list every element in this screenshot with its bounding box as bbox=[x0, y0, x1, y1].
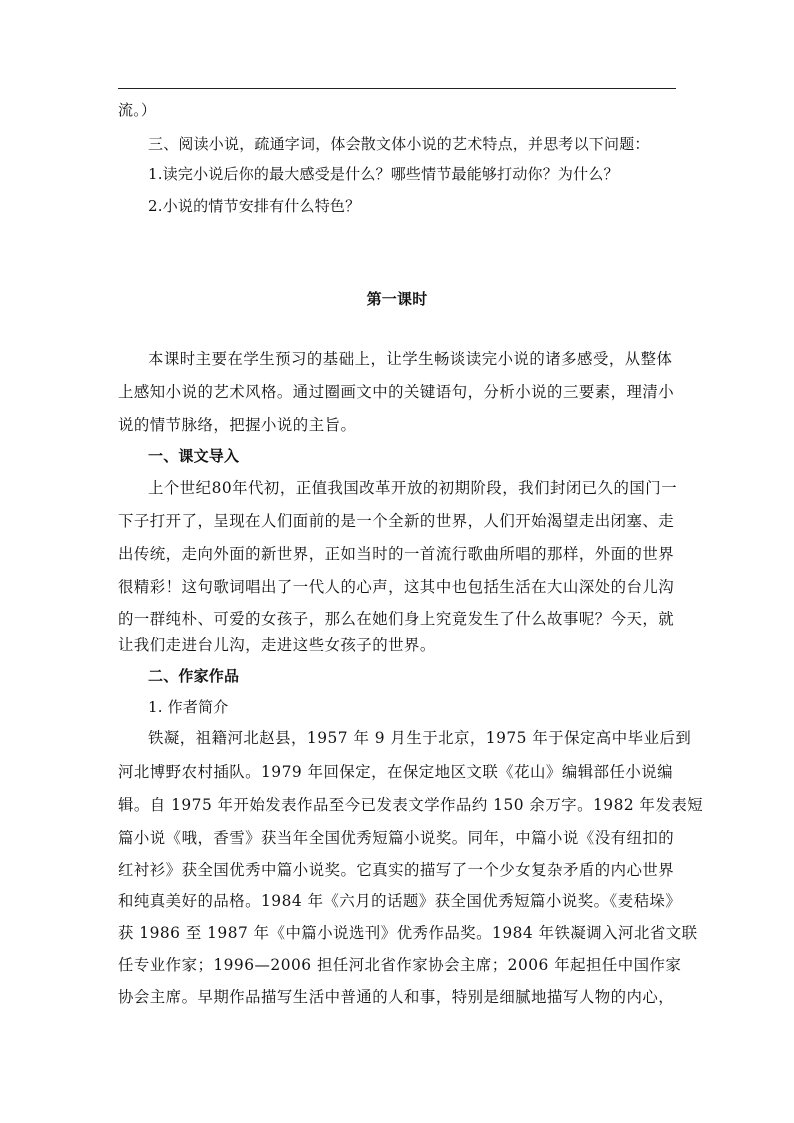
section-one-line: 出传统，走向外面的新世界，正如当时的一首流行歌曲所唱的那样，外面的世界 bbox=[118, 545, 675, 563]
author-text-line: 任专业作家；1996—2006 担任河北省作家协会主席；2006 年起担任中国作家 bbox=[118, 956, 682, 974]
section-one-heading: 一、课文导入 bbox=[148, 447, 240, 465]
header-rule bbox=[118, 88, 676, 89]
question-2: 2.小说的情节安排有什么特色？ bbox=[148, 197, 361, 215]
top-continuation: 流。） bbox=[118, 101, 157, 119]
section-one-line: 下子打开了，呈现在人们面前的是一个全新的世界，人们开始渴望走出闭塞、走 bbox=[118, 512, 675, 530]
task-three: 三、阅读小说，疏通字词，体会散文体小说的艺术特点，并思考以下问题： bbox=[148, 135, 650, 153]
author-text-line: 和纯真美好的品格。1984 年《六月的话题》获全国优秀短篇小说奖。《麦秸垛》 bbox=[118, 892, 682, 910]
author-text-line: 协会主席。早期作品描写生活中普通的人和事，特别是细腻地描写人物的内心， bbox=[118, 988, 675, 1006]
lesson-intro-line: 说的情节脉络，把握小说的主旨。 bbox=[118, 416, 357, 434]
lesson-intro-line: 本课时主要在学生预习的基础上，让学生畅谈读完小说的诸多感受，从整体 bbox=[148, 350, 673, 368]
lesson-title: 第一课时 bbox=[366, 290, 428, 308]
author-text-line: 辑。自 1975 年开始发表作品至今已发表文学作品约 150 余万字。1982 年发表短 bbox=[118, 796, 704, 814]
section-one-line: 很精彩！这句歌词唱出了一代人的心声，这其中也包括生活在大山深处的台儿沟 bbox=[118, 578, 675, 596]
author-text-line: 获 1986 至 1987 年《中篇小说选刊》优秀作品奖。1984 年铁凝调入河北省文联 bbox=[118, 924, 698, 942]
section-one-line: 让我们走进台儿沟，走进这些女孩子的世界。 bbox=[118, 636, 436, 654]
section-two-heading: 二、作家作品 bbox=[148, 667, 240, 685]
author-text-line: 河北博野农村插队。1979 年回保定，在保定地区文联《花山》编辑部任小说编 bbox=[118, 763, 674, 781]
question-1: 1.读完小说后你的最大感受是什么？哪些情节最能够打动你？为什么？ bbox=[148, 165, 619, 183]
subsection-heading: 1. 作者简介 bbox=[148, 698, 229, 716]
author-text-line: 铁凝，祖籍河北赵县，1957 年 9 月生于北京，1975 年于保定高中毕业后到 bbox=[148, 729, 692, 747]
lesson-intro-line: 上感知小说的艺术风格。通过圈画文中的关键语句，分析小说的三要素，理清小 bbox=[118, 383, 675, 401]
section-one-line: 上个世纪80年代初，正值我国改革开放的初期阶段，我们封闭已久的国门一 bbox=[148, 479, 678, 497]
author-text-line: 篇小说《哦，香雪》获当年全国优秀短篇小说奖。同年，中篇小说《没有纽扣的 bbox=[118, 829, 675, 847]
author-text-line: 红衬衫》获全国优秀中篇小说奖。它真实的描写了一个少女复杂矛盾的内心世界 bbox=[118, 861, 675, 879]
section-one-line: 的一群纯朴、可爱的女孩子，那么在她们身上究竟发生了什么故事呢？今天，就 bbox=[118, 610, 675, 628]
